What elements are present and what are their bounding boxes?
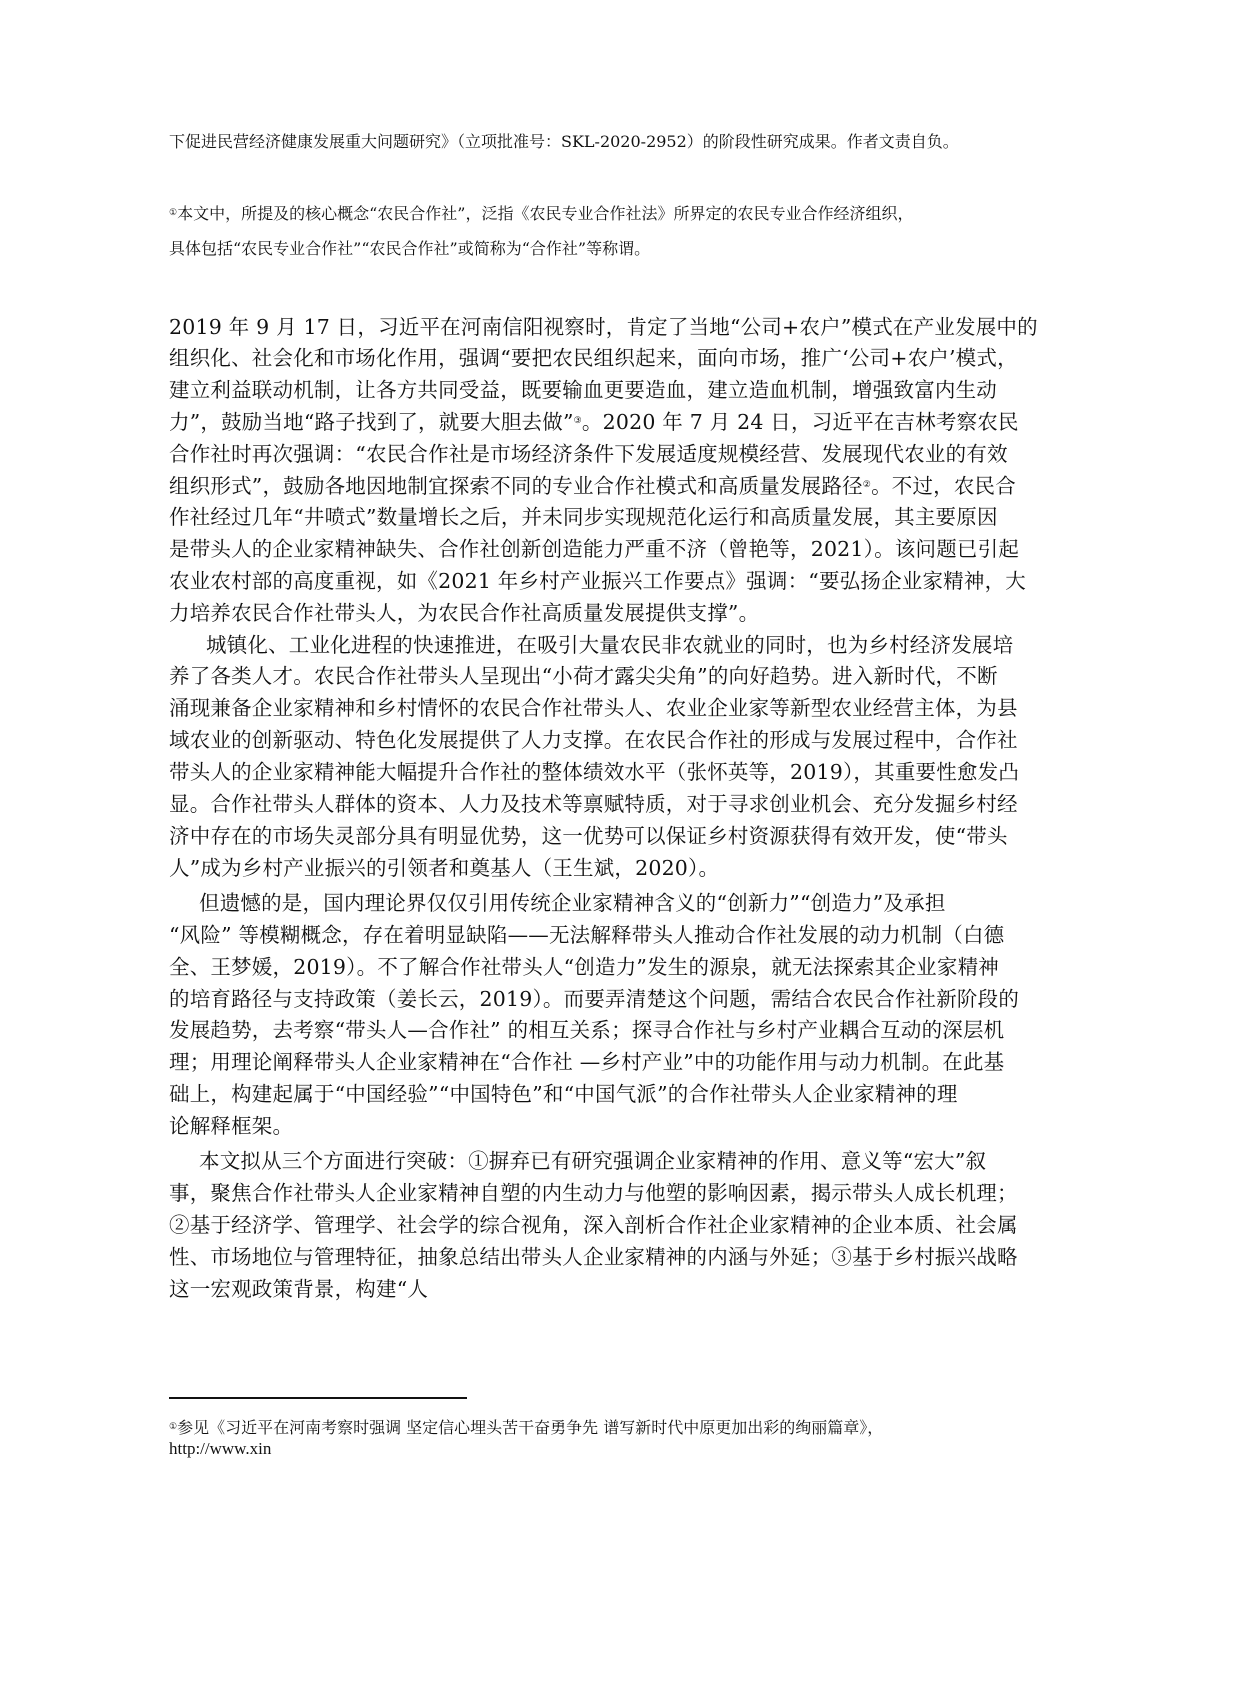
body-line: ②基于经济学、管理学、社会学的综合视角，深入剖析合作社企业家精神的企业本质、社会属 bbox=[169, 1213, 1018, 1237]
footnote-core-concept: ①本文中，所提及的核心概念“农民合作社”，泛指《农民专业合作社法》所界定的农民专业合作经济组织， bbox=[169, 204, 914, 223]
body-line: 显。合作社带头人群体的资本、人力及技术等禀赋特质，对于寻求创业机会、充分发掘乡村经 bbox=[169, 792, 1018, 816]
body-line: 力培养农民合作社带头人，为农民合作社高质量发展提供支撑”。 bbox=[169, 601, 760, 625]
body-line: 济中存在的市场失灵部分具有明显优势，这一优势可以保证乡村资源获得有效开发，使“带头 bbox=[169, 824, 1008, 848]
body-line: 组织形式”，鼓励各地因地制宜探索不同的专业合作社模式和高质量发展路径②。不过，农民合 bbox=[169, 474, 1016, 498]
body-line: 是带头人的企业家精神缺失、合作社创新创造能力严重不济（曾艳等，2021）。该问题已引起 bbox=[169, 537, 1020, 561]
footnote-marker: ② bbox=[862, 480, 872, 490]
body-line: “风险” 等模糊概念，存在着明显缺陷——无法解释带头人推动合作社发展的动力机制（白德 bbox=[169, 923, 1005, 947]
body-line: 事，聚焦合作社带头人企业家精神自塑的内生动力与他塑的影响因素，揭示带头人成长机理； bbox=[169, 1181, 1018, 1205]
footnote-marker: ① bbox=[169, 1422, 178, 1432]
body-line: 力”，鼓励当地“路子找到了，就要大胆去做”③。2020 年 7 月 24 日，习近平在吉林考察农民 bbox=[169, 410, 1019, 434]
body-line: 本文拟从三个方面进行突破：①摒弃已有研究强调企业家精神的作用、意义等“宏大”叙 bbox=[199, 1149, 987, 1173]
body-line: 但遗憾的是，国内理论界仅仅引用传统企业家精神含义的“创新力”“创造力”及承担 bbox=[199, 891, 946, 915]
body-line: 域农业的创新驱动、特色化发展提供了人力支撑。在农民合作社的形成与发展过程中，合作社 bbox=[169, 728, 1018, 752]
body-line: 理；用理论阐释带头人企业家精神在“合作社 —乡村产业”中的功能作用与动力机制。在此基 bbox=[169, 1050, 1005, 1074]
body-line: 合作社时再次强调：“农民合作社是市场经济条件下发展适度规模经营、发展现代农业的有效 bbox=[169, 442, 1008, 466]
footnote-marker: ① bbox=[169, 208, 178, 218]
footnote-reference: ①参见《习近平在河南考察时强调 坚定信心埋头苦干奋勇争先 谱写新时代中原更加出彩的绚丽篇章》， bbox=[169, 1418, 884, 1437]
body-line: 作社经过几年“井喷式”数量增长之后，并未同步实现规范化运行和高质量发展，其主要原因 bbox=[169, 505, 998, 529]
body-line: 性、市场地位与管理特征，抽象总结出带头人企业家精神的内涵与外延；③基于乡村振兴战略 bbox=[169, 1245, 1018, 1269]
body-line: 人”成为乡村产业振兴的引领者和奠基人（王生斌，2020）。 bbox=[169, 856, 720, 880]
footnote-separator bbox=[169, 1397, 467, 1399]
body-line: 涌现兼备企业家精神和乡村情怀的农民合作社带头人、农业企业家等新型农业经营主体，为县 bbox=[169, 696, 1018, 720]
body-line: 发展趋势，去考察“带头人—合作社” 的相互关系；探寻合作社与乡村产业耦合互动的深层机 bbox=[169, 1018, 1005, 1042]
body-line: 城镇化、工业化进程的快速推进，在吸引大量农民非农就业的同时，也为乡村经济发展培 bbox=[206, 633, 1014, 657]
body-line: 2019 年 9 月 17 日，习近平在河南信阳视察时，肯定了当地“公司+农户”模式在产业发展中的 bbox=[169, 315, 1038, 339]
body-line: 的培育路径与支持政策（姜长云，2019）。而要弄清楚这个问题，需结合农民合作社新阶段的 bbox=[169, 987, 1020, 1011]
footnote-funding-tail: 下促进民营经济健康发展重大问题研究》（立项批准号：SKL-2020-2952）的阶段性研究成果。作者文责自负。 bbox=[169, 132, 959, 151]
footnote-core-concept-cont: 具体包括“农民专业合作社”“农民合作社”或简称为“合作社”等称谓。 bbox=[169, 239, 651, 258]
body-line: 论解释框架。 bbox=[169, 1114, 294, 1138]
body-line: 带头人的企业家精神能大幅提升合作社的整体绩效水平（张怀英等，2019），其重要性愈发凸 bbox=[169, 760, 1020, 784]
body-line: 养了各类人才。农民合作社带头人呈现出“小荷才露尖尖角”的向好趋势。进入新时代，不断 bbox=[169, 664, 998, 688]
footnote-marker: ③ bbox=[573, 416, 582, 426]
footnote-url: http://www.xin bbox=[169, 1439, 272, 1458]
body-line: 这一宏观政策背景，构建“人 bbox=[169, 1277, 429, 1301]
body-line: 农业农村部的高度重视，如《2021 年乡村产业振兴工作要点》强调：“要弘扬企业家精神，大 bbox=[169, 569, 1026, 593]
body-line: 组织化、社会化和市场化作用，强调“要把农民组织起来，面向市场，推广‘公司+农户’模式， bbox=[169, 346, 1018, 370]
body-line: 建立利益联动机制，让各方共同受益，既要输血更要造血，建立造血机制，增强致富内生动 bbox=[169, 378, 997, 402]
body-line: 础上，构建起属于“中国经验”“中国特色”和“中国气派”的合作社带头人企业家精神的理 bbox=[169, 1082, 958, 1106]
body-line: 全、王梦媛，2019）。不了解合作社带头人“创造力”发生的源泉，就无法探索其企业家精神 bbox=[169, 955, 999, 979]
